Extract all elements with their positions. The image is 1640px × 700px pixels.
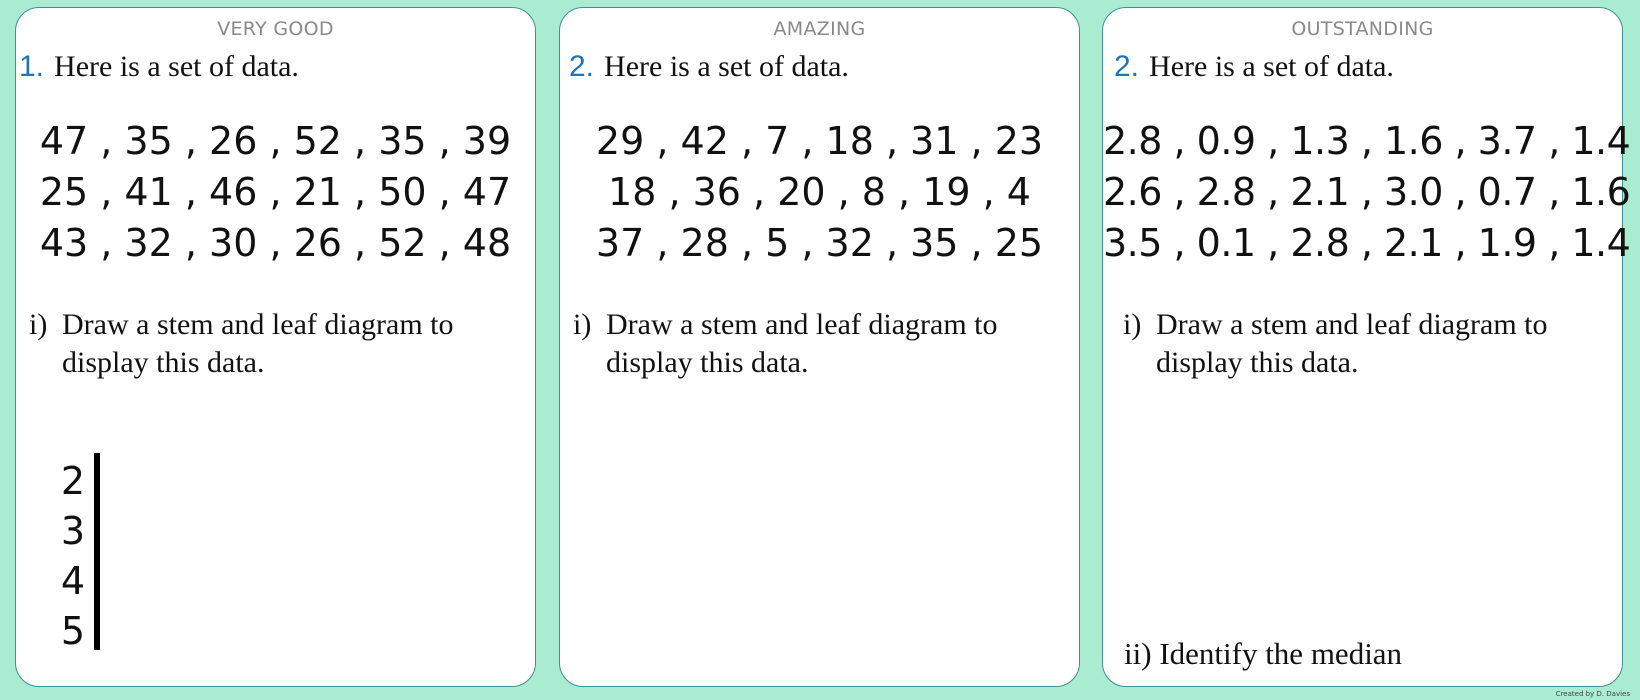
data-set [1103,116,1631,269]
data-row: 2.6 , 2.8 , 2.1 , 3.0 , 0.7 , 1.6 [1103,170,1631,214]
part-ii-text: Identify the median [1159,636,1403,671]
card-header: AMAZING [773,18,866,40]
question-number: 2. [569,50,595,83]
data-set [560,116,1079,269]
card-header: OUTSTANDING [1291,18,1434,40]
data-row: 25 , 41 , 46 , 21 , 50 , 47 [39,170,512,214]
stem-value: 2 [60,459,86,503]
question-intro [19,50,299,84]
part-i-text: Draw a stem and leaf diagram to display this data. [1156,308,1548,379]
data-row: 37 , 28 , 5 , 32 , 35 , 25 [595,221,1044,265]
part-ii-label: ii) [1124,636,1152,671]
question-intro-text: Here is a set of data. [604,50,849,83]
part-i-label: i) [573,308,592,341]
stem-value: 4 [60,559,86,603]
card-header: VERY GOOD [217,18,334,40]
data-row: 2.8 , 0.9 , 1.3 , 1.6 , 3.7 , 1.4 [1103,119,1631,163]
question-card-very-good [15,7,536,687]
data-row: 47 , 35 , 26 , 52 , 35 , 39 [39,119,512,163]
question-intro-text: Here is a set of data. [54,50,299,83]
question-card-outstanding [1102,7,1631,687]
part-i-label: i) [29,308,48,341]
stem-and-leaf-diagram [58,456,88,656]
question-number: 1. [19,50,45,83]
part-i [29,306,525,382]
data-row: 3.5 , 0.1 , 2.8 , 2.1 , 1.9 , 1.4 [1103,221,1631,265]
question-number: 2. [1114,50,1140,83]
question-intro [569,50,849,84]
question-intro-text: Here is a set of data. [1149,50,1394,83]
data-row: 43 , 32 , 30 , 26 , 52 , 48 [39,221,512,265]
part-i-text: Draw a stem and leaf diagram to display this data. [606,308,998,379]
data-row: 18 , 36 , 20 , 8 , 19 , 4 [608,170,1031,214]
stem-value: 3 [60,509,86,553]
question-card-amazing [559,7,1080,687]
stem-divider-line [94,453,100,650]
question-intro [1114,50,1394,84]
part-i-label: i) [1123,308,1142,341]
part-ii [1124,636,1402,672]
part-i [1123,306,1612,382]
data-row: 29 , 42 , 7 , 18 , 31 , 23 [595,119,1044,163]
stem-list [58,456,88,656]
stem-value: 5 [60,609,86,653]
part-i-text: Draw a stem and leaf diagram to display this data. [62,308,454,379]
part-i [573,306,1069,382]
data-set [16,116,535,269]
author-credit: Created by D. Davies [1555,690,1630,698]
